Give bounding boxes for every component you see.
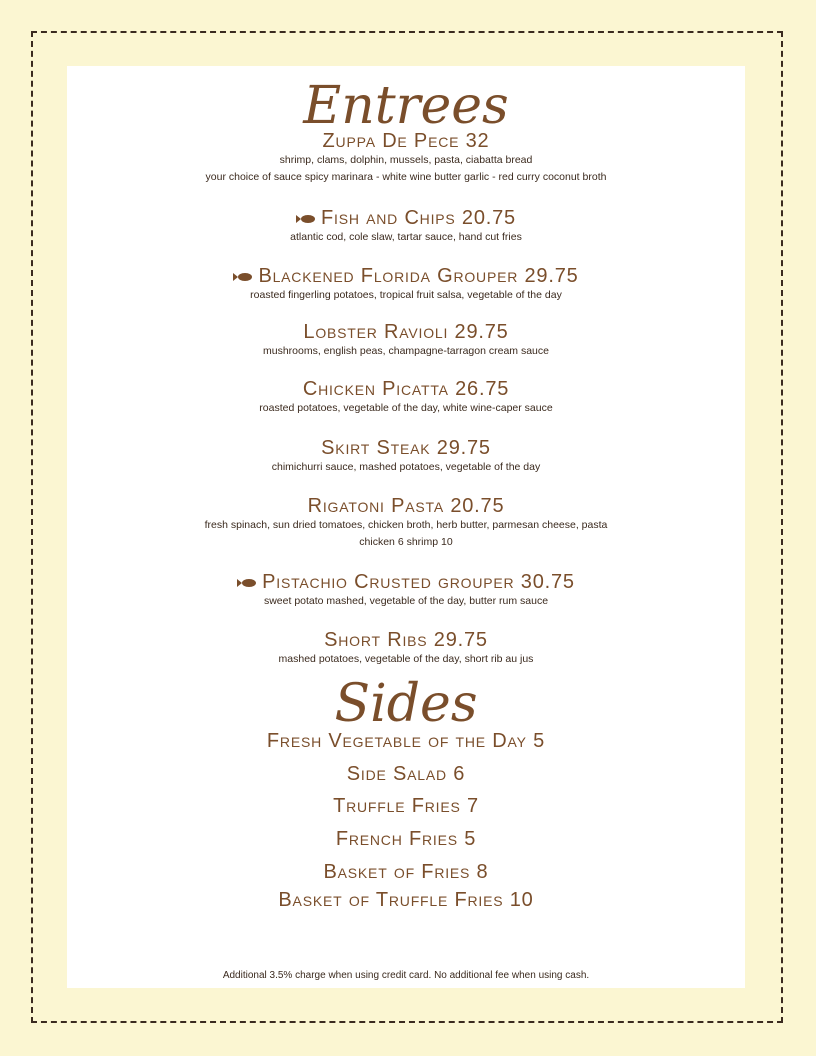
entree-description: fresh spinach, sun dried tomatoes, chicken broth, herb butter, parmesan cheese, pasta xyxy=(204,519,608,531)
entree-item xyxy=(67,495,745,551)
entree-description: mushrooms, english peas, champagne-tarragon cream sauce xyxy=(263,345,549,357)
side-item: Basket of Fries 8 xyxy=(323,861,489,883)
entree-title: Rigatoni Pasta 20.75 xyxy=(307,495,505,517)
fish-icon xyxy=(237,578,257,588)
entree-title: Lobster Ravioli 29.75 xyxy=(303,321,509,343)
entree-description: atlantic cod, cole slaw, tartar sauce, hand cut fries xyxy=(290,231,522,243)
payment-note: Additional 3.5% charge when using credit card. No additional fee when using cash. xyxy=(222,970,590,981)
entree-item xyxy=(67,571,745,610)
entree-title: Zuppa De Pece 32 xyxy=(322,130,490,152)
entree-item xyxy=(67,265,745,304)
entree-item xyxy=(67,437,745,476)
entree-title: Fish and Chips 20.75 xyxy=(321,207,516,229)
sides-heading: Sides xyxy=(334,674,478,734)
entree-description: chicken 6 shrimp 10 xyxy=(359,536,453,548)
menu-panel xyxy=(67,66,745,988)
fish-icon xyxy=(233,272,253,282)
entree-title: Pistachio Crusted grouper 30.75 xyxy=(262,571,575,593)
side-item: Side Salad 6 xyxy=(346,763,466,785)
entree-description: your choice of sauce spicy marinara - white wine butter garlic - red curry coconut broth xyxy=(205,171,607,183)
entree-description: mashed potatoes, vegetable of the day, short rib au jus xyxy=(278,653,534,665)
entree-title: Short Ribs 29.75 xyxy=(324,629,488,651)
entree-title: Blackened Florida Grouper 29.75 xyxy=(258,265,579,287)
entree-description: shrimp, clams, dolphin, mussels, pasta, ciabatta bread xyxy=(279,154,533,166)
entree-description: sweet potato mashed, vegetable of the day, butter rum sauce xyxy=(263,595,549,607)
entree-item xyxy=(67,207,745,246)
side-item: Fresh Vegetable of the Day 5 xyxy=(266,730,546,752)
side-item: Truffle Fries 7 xyxy=(333,795,479,817)
side-item: French Fries 5 xyxy=(335,828,477,850)
entree-description: roasted potatoes, vegetable of the day, white wine-caper sauce xyxy=(259,402,553,414)
entree-title: Chicken Picatta 26.75 xyxy=(302,378,510,400)
entree-item xyxy=(67,321,745,360)
entree-description: chimichurri sauce, mashed potatoes, vegetable of the day xyxy=(271,461,541,473)
entrees-heading: Entrees xyxy=(303,76,509,136)
entree-title: Skirt Steak 29.75 xyxy=(321,437,491,459)
entree-item xyxy=(67,130,745,186)
entree-item xyxy=(67,629,745,668)
side-item: Basket of Truffle Fries 10 xyxy=(278,889,534,911)
fish-icon xyxy=(296,214,316,224)
entree-description: roasted fingerling potatoes, tropical fruit salsa, vegetable of the day xyxy=(250,289,562,301)
entree-item xyxy=(67,378,745,417)
